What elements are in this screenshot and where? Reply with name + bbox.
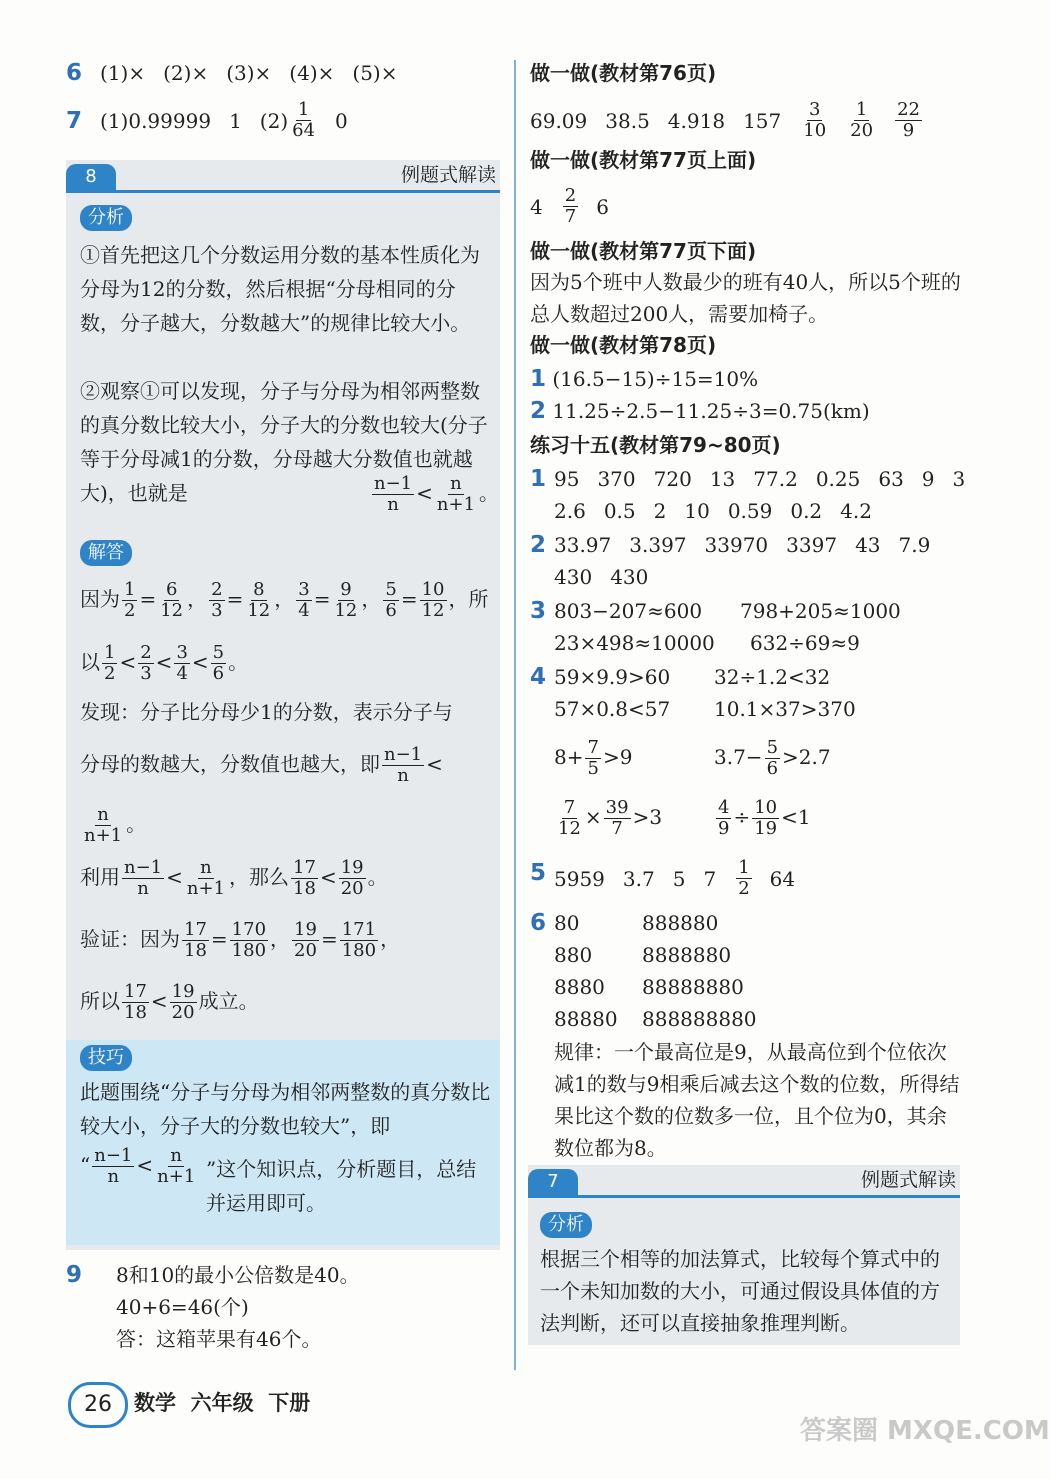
heading-page-77-bottom: 做一做(教材第77页下面) xyxy=(530,239,757,263)
watermark: 答案圈 MXQE.COM xyxy=(800,1416,1050,1446)
analysis-inequality: $\frac{n-1}{n}$ < $\frac{n}{n+1}$ 。 xyxy=(374,473,500,515)
answer-find-1: 发现：分子比分母少1的分数，表示分子与 xyxy=(80,700,453,724)
section-8-header xyxy=(66,160,500,193)
answer-verify-line: 验证：因为 $\frac{17}{18}$ = $\frac{170}{180}$ ， $\frac{19}{20}$ = $\frac{171}{180}$ ， xyxy=(80,919,401,961)
practice-q4-number: 4 xyxy=(530,664,547,690)
answer-use-line: 利用 $\frac{n-1}{n}$ < $\frac{n}{n+1}$ ，那么 $\frac{17}{18}$ < $\frac{19}{20}$ 。 xyxy=(80,857,388,899)
q6-answer-2: (2)× xyxy=(163,61,209,85)
practice-q6-col2-4: 888888880 xyxy=(642,1007,757,1031)
q6-row xyxy=(66,58,415,88)
section-7-header xyxy=(528,1165,960,1198)
practice-q2-number: 2 xyxy=(530,532,547,558)
page-78-q2: 2 11.25÷2.5−11.25÷3=0.75(km) xyxy=(530,398,870,424)
tip-text-inequality: “ $\frac{n-1}{n}$ < $\frac{n}{n+1}$ xyxy=(80,1145,196,1187)
heading-page-76: 做一做(教材第76页) xyxy=(530,61,717,85)
answer-tag: 解答 xyxy=(80,540,132,566)
practice-q4-h: $\frac{4}{9}$ ÷ $\frac{10}{19}$ <1 xyxy=(718,797,811,839)
q7-answer-a: (1)0.99999 xyxy=(100,108,212,133)
page-78-q1: 1 (16.5−15)÷15=10% xyxy=(530,366,759,392)
practice-q6-col1-4: 88880 xyxy=(554,1007,618,1031)
practice-q1-number: 1 xyxy=(530,466,547,492)
footer-subject-line: 数学 六年级 下册 xyxy=(134,1391,311,1415)
q6-answer-5: (5)× xyxy=(352,61,398,85)
practice-q6-col1-3: 8880 xyxy=(554,975,605,999)
section-7-number: 7 xyxy=(528,1169,578,1195)
practice-q5-answers: 5959 3.7 5 7 $\frac{1}{2}$ 64 xyxy=(554,857,796,899)
q7-number: 7 xyxy=(66,107,83,134)
q7-answer-d: 0 xyxy=(335,108,348,133)
tip-tag: 技巧 xyxy=(80,1045,132,1071)
q6-answer-1: (1)× xyxy=(100,61,146,85)
practice-q4-d: 10.1×37>370 xyxy=(714,697,856,721)
section-8-number: 8 xyxy=(66,164,116,190)
tip-text-3: ”这个知识点，分析题目，总结并运用即可。 xyxy=(206,1157,477,1215)
page-77-top-answers: 4 $\frac{2}{7}$ 6 xyxy=(530,185,609,227)
section-7-label: 例题式解读 xyxy=(860,1169,956,1191)
q9-line-2: 40+6=46(个) xyxy=(116,1295,249,1319)
answer-line-1: 因为 $\frac{1}{2}$ = $\frac{6}{12}$ ， $\frac{2}{3}$ = $\frac{8}{12}$ ， $\frac{3}{4}$ = $\frac{9}{12}$ ， $\frac{5}{6}$ = $\frac{10}{12}$ ，所 xyxy=(80,579,489,621)
practice-q2-line-2: 430 430 xyxy=(554,565,649,589)
practice-q3-d: 632÷69≈9 xyxy=(750,631,860,655)
section-7-analysis-tag: 分析 xyxy=(540,1212,592,1238)
column-divider xyxy=(514,60,516,1370)
q6-answer-4: (4)× xyxy=(289,61,335,85)
section-7-analysis-text: 根据三个相等的加法算式，比较每个算式中的一个未知加数的大小，可通过假设具体值的方法判断，还可以直接抽象推理判断。 xyxy=(540,1247,940,1335)
practice-q6-number: 6 xyxy=(530,910,547,936)
practice-q2-line-1: 33.97 3.397 33970 3397 43 7.9 xyxy=(554,533,931,557)
analysis-tag: 分析 xyxy=(80,205,132,231)
page-77-bottom-text: 因为5个班中人数最少的班有40人，所以5个班的总人数超过200人，需要加椅子。 xyxy=(530,270,961,326)
q6-number: 6 xyxy=(66,60,83,86)
practice-q4-c: 57×0.8<57 xyxy=(554,697,671,721)
q7-answer-c: (2) xyxy=(259,108,289,133)
practice-q6-col2-1: 888880 xyxy=(642,911,719,935)
practice-q5-number: 5 xyxy=(530,860,547,886)
practice-q6-col2-3: 88888880 xyxy=(642,975,744,999)
practice-q4-b: 32÷1.2<32 xyxy=(714,665,831,689)
tip-text-1: 此题围绕“分子与分母为相邻两整数的真分数比较大小，分子大的分数也较大”，即 xyxy=(80,1080,491,1138)
practice-q4-g: $\frac{7}{12}$ × $\frac{39}{7}$ >3 xyxy=(558,797,663,839)
practice-q3-b: 798+205≈1000 xyxy=(740,599,901,623)
answer-so-line: 所以 $\frac{17}{18}$ < $\frac{19}{20}$ 成立。 xyxy=(80,981,259,1023)
practice-q3-a: 803−207≈600 xyxy=(554,599,703,623)
q6-answer-3: (3)× xyxy=(226,61,272,85)
practice-q3-c: 23×498≈10000 xyxy=(554,631,715,655)
heading-page-78: 做一做(教材第78页) xyxy=(530,333,717,357)
practice-q1-line-2: 2.6 0.5 2 10 0.59 0.2 4.2 xyxy=(554,499,872,523)
q7-row xyxy=(66,100,366,141)
heading-practice-15: 练习十五(教材第79~80页) xyxy=(530,433,781,457)
practice-q6-col1-2: 880 xyxy=(554,943,593,967)
practice-q6-col2-2: 8888880 xyxy=(642,943,732,967)
practice-q4-f: 3.7− $\frac{5}{6}$ >2.7 xyxy=(714,737,831,779)
practice-q6-rule: 规律：一个最高位是9，从最高位到个位依次减1的数与9相乘后减去这个数的位数，所得结果比这个数的位数多一位，且个位为0，其余数位都为8。 xyxy=(554,1040,960,1160)
page-76-answers: 69.09 38.5 4.918 157 $\frac{3}{10}$ $\frac{1}{20}$ $\frac{22}{9}$ xyxy=(530,99,920,141)
q9-number: 9 xyxy=(66,1262,83,1288)
analysis-paragraph-2: ②观察①可以发现，分子与分母为相邻两整数的真分数比较大小，分子大的分数也较大(分子等于分母减1的分数，分母越大分数值也就越大)，也就是 xyxy=(80,379,488,505)
heading-page-77-top: 做一做(教材第77页上面) xyxy=(530,148,757,172)
practice-q1-line-1: 95 370 720 13 77.2 0.25 63 9 3 xyxy=(554,467,966,491)
section-8-label: 例题式解读 xyxy=(400,164,496,186)
page-number: 26 xyxy=(68,1382,128,1428)
answer-find-2: 分母的数越大，分数值也越大，即 $\frac{n-1}{n}$ < xyxy=(80,744,443,786)
practice-q3-number: 3 xyxy=(530,598,547,624)
q9-line-1: 8和10的最小公倍数是40。 xyxy=(116,1263,360,1287)
practice-q6-col1-1: 80 xyxy=(554,911,580,935)
analysis-paragraph-1: ①首先把这几个分数运用分数的基本性质化为分母为12的分数，然后根据“分母相同的分数，分子越大，分数越大”的规律比较大小。 xyxy=(80,243,480,335)
q7-fraction: $\frac{1}{64}$ xyxy=(292,99,316,141)
practice-q4-e: 8+ $\frac{7}{5}$ >9 xyxy=(554,737,633,779)
q7-answer-b: 1 xyxy=(229,108,242,133)
q9-line-3: 答：这箱苹果有46个。 xyxy=(116,1327,322,1351)
practice-q4-a: 59×9.9>60 xyxy=(554,665,671,689)
answer-find-3: $\frac{n}{n+1}$ 。 xyxy=(84,804,147,846)
answer-line-2: 以 $\frac{1}{2}$ < $\frac{2}{3}$ < $\frac{3}{4}$ < $\frac{5}{6}$ 。 xyxy=(80,642,249,684)
